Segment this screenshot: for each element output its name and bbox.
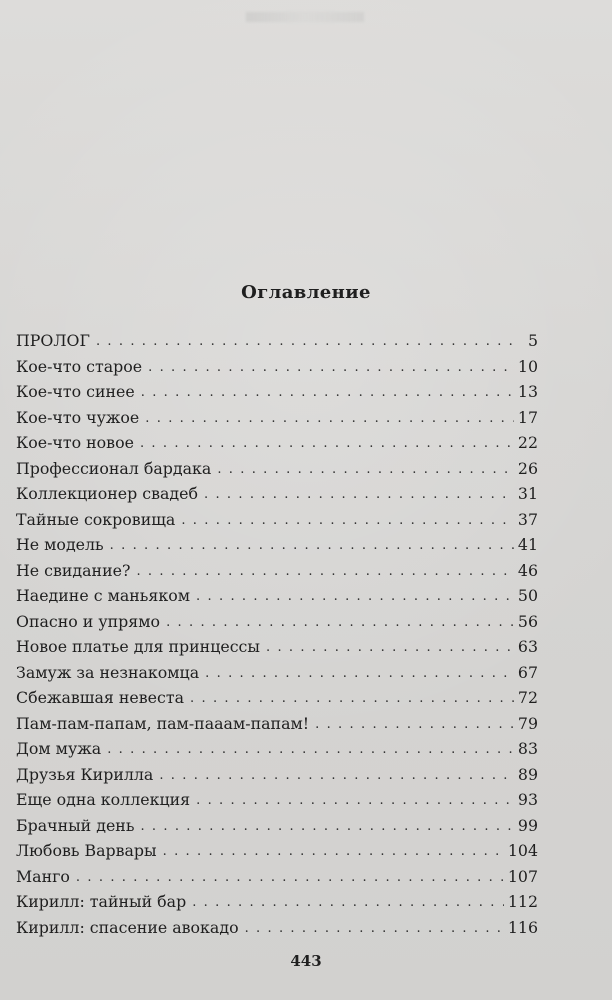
dot-leader xyxy=(110,533,514,559)
dot-leader xyxy=(76,865,504,891)
toc-entry-page: 67 xyxy=(517,662,538,682)
toc-entry xyxy=(16,762,538,788)
toc-entry xyxy=(16,558,538,584)
dot-leader xyxy=(205,661,514,687)
toc-entry-page: 107 xyxy=(507,866,538,886)
toc-entry-title: Не модель xyxy=(16,535,104,554)
toc-entry-title: Замуж за незнакомца xyxy=(16,662,200,682)
toc-entry xyxy=(16,711,538,737)
toc-entry xyxy=(16,379,538,405)
table-of-contents-heading: Оглавление xyxy=(241,282,371,303)
toc-entry-title: Кое-что новое xyxy=(16,433,134,452)
dot-leader xyxy=(217,457,514,483)
toc-entry-title: Дом мужа xyxy=(16,739,102,758)
toc-entry-page: 79 xyxy=(517,713,538,733)
toc-entry xyxy=(16,430,538,456)
footer-page-number: 443 xyxy=(290,952,322,970)
toc-entry-title: Новое платье для принцессы xyxy=(16,637,260,656)
toc-entry xyxy=(16,583,538,609)
toc-entry-page: 5 xyxy=(527,331,538,350)
dot-leader xyxy=(163,839,504,865)
dot-leader xyxy=(315,712,514,738)
toc-entry-page: 41 xyxy=(517,535,538,554)
toc-entry-page: 17 xyxy=(517,407,538,427)
toc-entry-page: 99 xyxy=(517,815,538,835)
table-of-contents-list xyxy=(16,328,538,940)
toc-entry xyxy=(16,405,538,431)
toc-entry-page: 93 xyxy=(517,790,538,809)
toc-entry xyxy=(16,354,538,380)
dot-leader xyxy=(204,482,514,508)
toc-entry-title: Коллекционер свадеб xyxy=(16,484,198,503)
toc-entry xyxy=(16,736,538,762)
dot-leader xyxy=(140,431,514,457)
toc-entry xyxy=(16,532,538,558)
dot-leader xyxy=(141,380,514,406)
toc-entry-title: Кирилл: спасение авокадо xyxy=(16,917,239,937)
show-through-text xyxy=(246,12,364,22)
toc-entry-title: Пам-пам-папам, пам-пааам-папам! xyxy=(16,713,310,733)
dot-leader xyxy=(245,916,504,942)
toc-entry-page: 22 xyxy=(517,433,538,452)
toc-entry-title: Кое-что старое xyxy=(16,356,143,376)
toc-entry-title: Кое-что синее xyxy=(16,382,135,401)
toc-entry-title: Любовь Варвары xyxy=(16,841,157,860)
dot-leader xyxy=(192,890,504,916)
toc-entry-title: Опасно и упрямо xyxy=(16,611,161,631)
toc-entry xyxy=(16,838,538,864)
dot-leader xyxy=(181,508,514,534)
dot-leader xyxy=(196,788,514,814)
toc-entry xyxy=(16,685,538,711)
dot-leader xyxy=(136,559,513,585)
dot-leader xyxy=(145,406,514,432)
toc-entry-title: Манго xyxy=(16,866,70,886)
toc-entry-page: 13 xyxy=(517,382,538,401)
toc-entry-page: 50 xyxy=(517,586,538,605)
toc-entry-page: 83 xyxy=(517,739,538,758)
toc-entry xyxy=(16,507,538,533)
toc-entry-page: 31 xyxy=(517,484,538,503)
dot-leader xyxy=(266,635,514,661)
toc-entry-title: Тайные сокровища xyxy=(16,509,176,529)
toc-entry-page: 104 xyxy=(507,841,538,860)
toc-entry-page: 46 xyxy=(517,560,538,580)
toc-entry-page: 37 xyxy=(517,509,538,529)
toc-entry xyxy=(16,813,538,839)
toc-entry-page: 63 xyxy=(517,637,538,656)
toc-entry-page: 116 xyxy=(507,917,538,937)
dot-leader xyxy=(96,329,518,355)
toc-entry-page: 89 xyxy=(517,764,538,784)
toc-entry-page: 72 xyxy=(517,688,538,707)
toc-entry-page: 112 xyxy=(507,892,538,911)
dot-leader xyxy=(107,737,514,763)
toc-entry-page: 56 xyxy=(517,611,538,631)
toc-entry-title: Профессионал бардака xyxy=(16,458,212,478)
toc-entry xyxy=(16,787,538,813)
toc-entry-title: Сбежавшая невеста xyxy=(16,688,185,707)
dot-leader xyxy=(196,584,514,610)
dot-leader xyxy=(159,763,514,789)
toc-entry-page: 10 xyxy=(517,356,538,376)
toc-entry xyxy=(16,328,538,354)
toc-entry xyxy=(16,864,538,890)
toc-entry-title: Не свидание? xyxy=(16,560,131,580)
toc-entry xyxy=(16,634,538,660)
dot-leader xyxy=(190,686,514,712)
toc-entry-title: Еще одна коллекция xyxy=(16,790,191,809)
toc-entry xyxy=(16,456,538,482)
toc-entry xyxy=(16,660,538,686)
toc-entry xyxy=(16,481,538,507)
dot-leader xyxy=(148,355,514,381)
dot-leader xyxy=(166,610,514,636)
toc-entry-title: Кое-что чужое xyxy=(16,407,140,427)
toc-entry-title: ПРОЛОГ xyxy=(16,331,90,350)
dot-leader xyxy=(140,814,513,840)
toc-entry-title: Наедине с маньяком xyxy=(16,586,191,605)
toc-entry xyxy=(16,889,538,915)
toc-entry-title: Брачный день xyxy=(16,815,135,835)
toc-entry xyxy=(16,609,538,635)
toc-entry-page: 26 xyxy=(517,458,538,478)
toc-entry-title: Кирилл: тайный бар xyxy=(16,892,187,911)
toc-entry xyxy=(16,915,538,941)
toc-entry-title: Друзья Кирилла xyxy=(16,764,154,784)
